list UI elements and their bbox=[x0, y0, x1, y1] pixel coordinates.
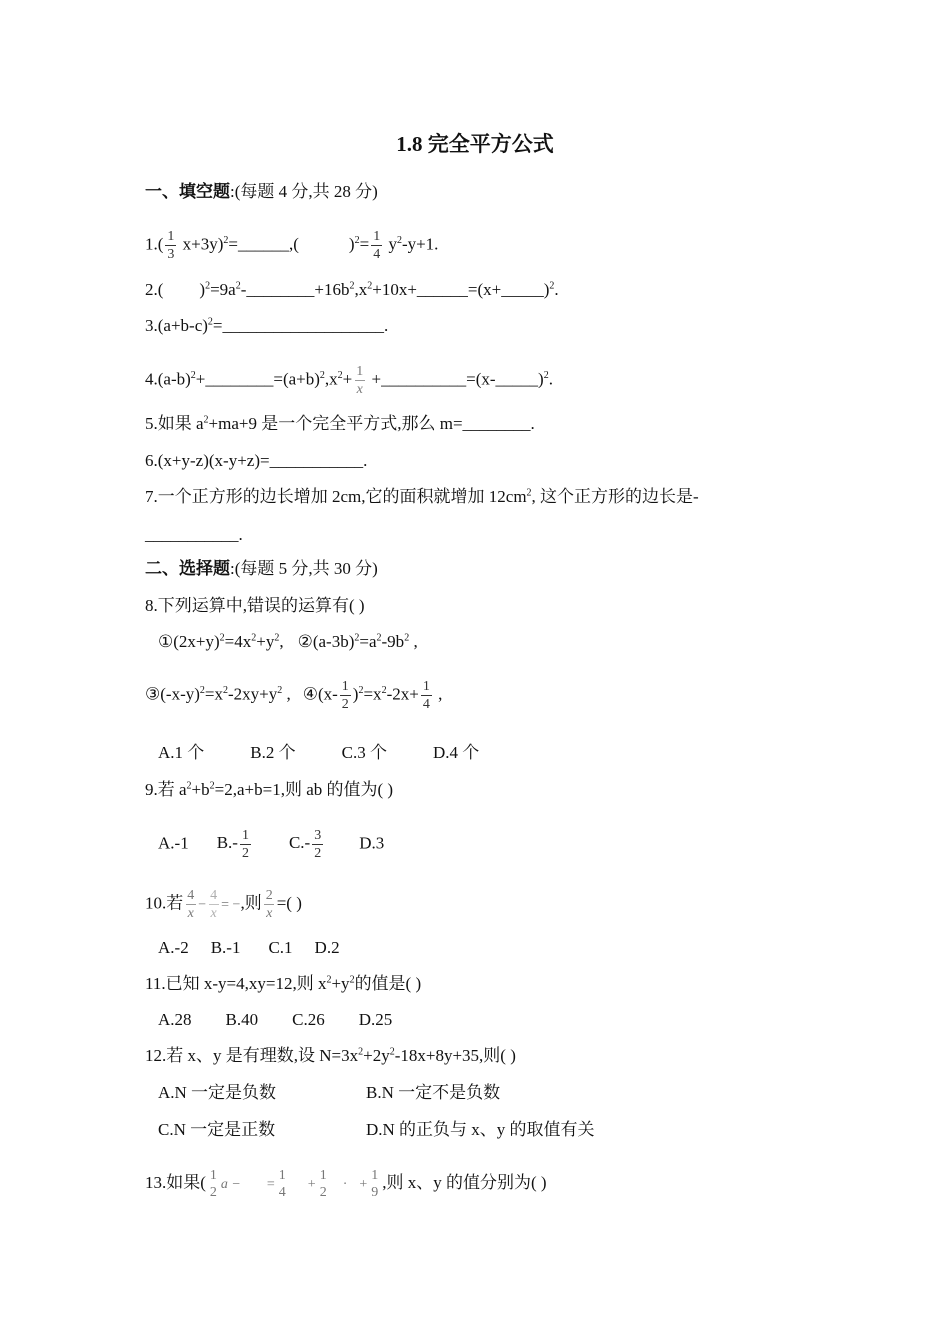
fraction: 1 2 bbox=[319, 1168, 327, 1200]
question-11-options bbox=[158, 1009, 392, 1031]
fraction: $\frac{1}{4}$ bbox=[422, 679, 430, 712]
option-d[interactable]: D.3 bbox=[359, 833, 385, 853]
section-1-note: :(每题 4 分,共 28 分) bbox=[230, 182, 378, 201]
fraction: $\frac{1}{3}$ bbox=[167, 229, 175, 262]
fraction: $\frac{4}{x}$ bbox=[210, 888, 218, 921]
option-a[interactable]: A.-1 bbox=[158, 833, 189, 853]
section-1-title: 一、填空题 bbox=[145, 182, 230, 201]
question-12-option-a[interactable]: A.N 一定是负数 bbox=[158, 1083, 277, 1102]
option-d[interactable]: D.25 bbox=[358, 1010, 393, 1029]
question-7: 7.一个正方形的边长增加 2cm,它的面积就增加 $12cm^2$, 这个正方形的边长是- bbox=[145, 487, 699, 506]
option-c[interactable]: C.1 bbox=[268, 938, 293, 957]
fraction: 1 9 bbox=[371, 1168, 379, 1200]
option-d[interactable]: D.4 个 bbox=[432, 743, 480, 762]
question-5: 5.如果 $a^2+ma+9$ 是一个完全平方式,那么 m=________. bbox=[145, 414, 535, 433]
option-a[interactable]: A.-2 bbox=[158, 938, 189, 957]
section-2-title: 二、选择题 bbox=[145, 559, 230, 578]
question-10-stem: 10.若 $\frac{4}{x}$ − $\frac{4}{x}$ = −,则 $\frac{2}{x}$ =( ) bbox=[145, 888, 302, 921]
option-d[interactable]: D.2 bbox=[314, 938, 340, 957]
option-c[interactable]: C.3 个 bbox=[341, 743, 387, 762]
option-c[interactable]: C.26 bbox=[292, 1010, 325, 1029]
fraction: $\frac{4}{x}$ bbox=[187, 888, 195, 921]
option-c[interactable]: C.- $\frac{3}{2}$ bbox=[288, 828, 322, 861]
question-10-options bbox=[158, 937, 340, 959]
option-b[interactable]: B.-1 bbox=[210, 938, 241, 957]
fraction: $\frac{1}{4}$ bbox=[373, 229, 381, 262]
question-13-stem: 13.如果( 1 2 a − = 1 4 + 1 2 · + 1 9 ,则 x、y 的值分别为( ) bbox=[145, 1168, 547, 1200]
question-6: 6.(x+y-z)(x-y+z)=___________. bbox=[145, 451, 368, 470]
section-1-heading bbox=[145, 181, 378, 203]
question-11-stem: 11.已知 x-y=4,xy=12,则 $x^2+y^2$的值是( ) bbox=[145, 974, 422, 993]
page-title: 1.8 完全平方公式 bbox=[396, 132, 554, 156]
question-12-option-d[interactable]: D.N 的正负与 x、y 的取值有关 bbox=[366, 1120, 595, 1139]
question-9-options bbox=[158, 827, 384, 862]
fraction: 1 4 bbox=[278, 1168, 286, 1200]
question-12-option-b[interactable]: B.N 一定不是负数 bbox=[366, 1083, 501, 1102]
option-a[interactable]: A.28 bbox=[158, 1010, 192, 1029]
option-b[interactable]: B.- $\frac{1}{2}$ bbox=[216, 828, 249, 861]
question-9-stem: 9.若 $a^2+b^2=2,a+b=1$,则 ab 的值为( ) bbox=[145, 780, 394, 799]
fraction: 1 2 bbox=[209, 1168, 217, 1200]
question-3: $3.(a+b-c)^2=\_\_\_\_\_\_\_\_\_\_\_\_\_\_\_\_\_\_\_$. bbox=[145, 316, 389, 335]
question-12-stem: 12.若 x、y 是有理数,设 $N=3x^2+2y^2-18x+8y+35$,则( ) bbox=[145, 1046, 516, 1065]
question-8-options bbox=[158, 742, 479, 764]
fraction: $\frac{1}{2}$ bbox=[341, 679, 349, 712]
question-8-items-3-4: $③(-x-y)^2=x^2-2xy+y^2$ , ④(x- $\frac{1}{2}$ )$^2=x^2-2x+$ $\frac{1}{4}$ , bbox=[145, 679, 443, 712]
fraction: $\frac{2}{x}$ bbox=[265, 888, 273, 921]
section-2-note: :(每题 5 分,共 30 分) bbox=[230, 559, 378, 578]
question-1: 1.( $\frac{1}{3}$ x+3y)$^2$=______,( )$^2$= $\frac{1}{4}$ $y^2-y+1$. bbox=[145, 229, 439, 262]
question-12-option-c[interactable]: C.N 一定是正数 bbox=[158, 1120, 276, 1139]
option-b[interactable]: B.40 bbox=[225, 1010, 259, 1029]
question-8-items-1-2: $①(2x+y)^2=4x^2+y^2$, $②(a-3b)^2=a^2-9b^2$ , bbox=[158, 632, 418, 651]
fraction: $\frac{1}{2}$ bbox=[241, 828, 249, 861]
question-4: $4.(a-b)^2+\_\_\_\_\_\_\_\_=(a+b)^2,x^2+$ $\frac{1}{x}$ +__________=(x-_____)$^2$. bbox=[145, 364, 553, 397]
question-8-stem: 8.下列运算中,错误的运算有( ) bbox=[145, 596, 365, 615]
question-7-blank: ___________. bbox=[145, 525, 243, 544]
fraction: $\frac{3}{2}$ bbox=[314, 828, 322, 861]
option-a[interactable]: A.1 个 bbox=[158, 743, 205, 762]
question-2: 2.( )$^2=9a^2-\_\_\_\_\_\_\_\_+16b^2,x^2+10x+\_\_\_\_\_\_=(x+\_\_\_\_\_)^2$. bbox=[145, 280, 559, 299]
option-b[interactable]: B.2 个 bbox=[250, 743, 296, 762]
section-2-heading bbox=[145, 558, 378, 580]
fraction: $\frac{1}{x}$ bbox=[356, 364, 364, 397]
